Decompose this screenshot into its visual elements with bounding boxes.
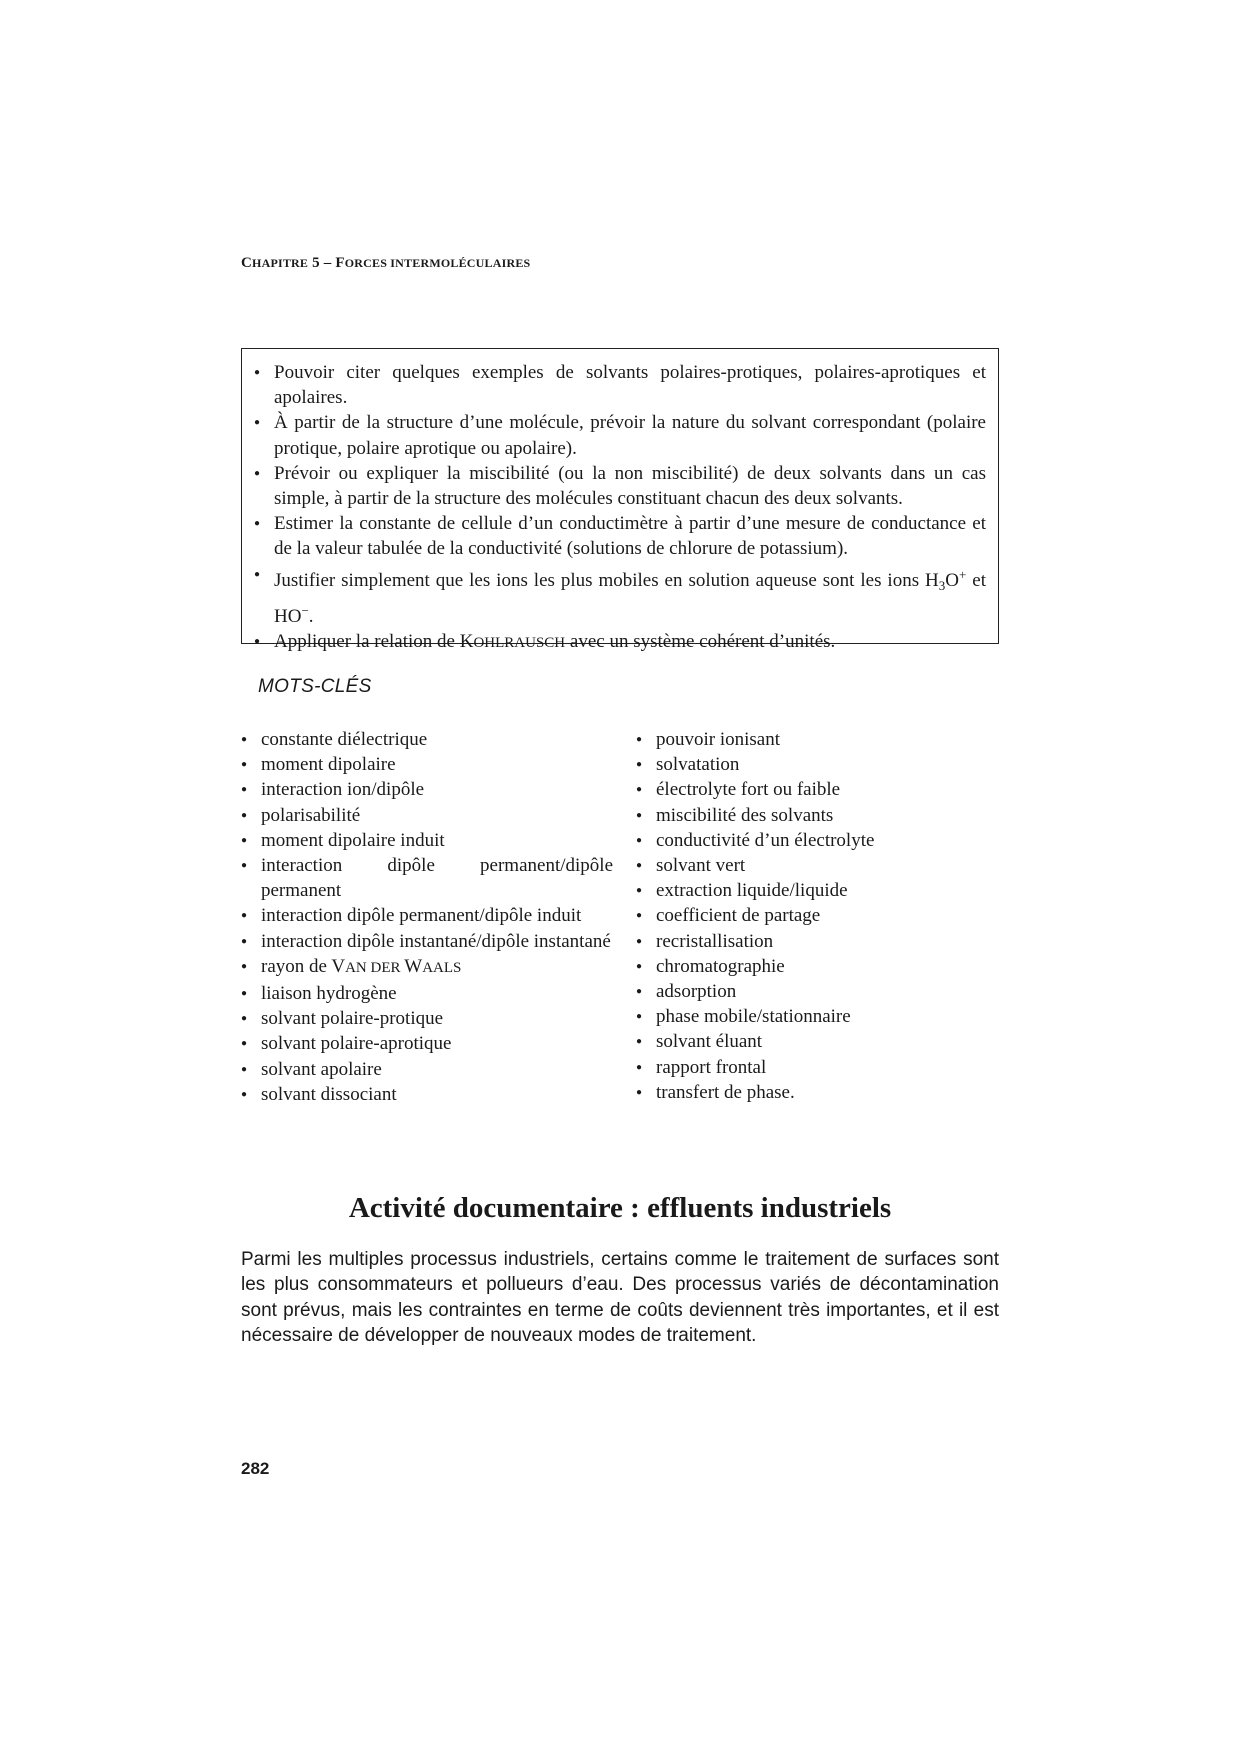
kohlrausch-text-after: avec un système cohérent d’unités. — [565, 631, 836, 653]
keyword-item: ● solvant vert — [636, 853, 976, 878]
kohlrausch-name-rest: OHLRAUSCH — [473, 635, 566, 652]
keyword-item: ● polarisabilité — [241, 803, 613, 828]
keyword-item: ● interaction dipôle permanent/dipôle induit — [241, 903, 613, 928]
keyword-item: ● conductivité d’un électrolyte — [636, 828, 976, 853]
running-head-dash: – — [323, 255, 332, 271]
vdw-aals: AALS — [422, 959, 462, 976]
objective-item-ions — [254, 562, 986, 629]
objective-item-kohlrausch — [254, 629, 986, 656]
keyword-item: ● recristallisation — [636, 929, 976, 954]
keyword-item: ● transfert de phase. — [636, 1080, 976, 1105]
keyword-item: ● solvant polaire-protique — [241, 1006, 613, 1031]
keyword-item: ● interaction dipôle permanent/dipôle permanent — [241, 853, 613, 903]
keyword-item: ● solvant polaire-aprotique — [241, 1031, 613, 1056]
h3o-subscript: 3 — [938, 577, 946, 593]
ions-end: . — [308, 605, 314, 627]
keyword-item: ● constante diélectrique — [241, 727, 613, 752]
keyword-item: ● phase mobile/stationnaire — [636, 1004, 976, 1029]
keywords-right-list — [636, 727, 976, 1105]
keyword-item: ● liaison hydrogène — [241, 981, 613, 1006]
keyword-item: ● solvatation — [636, 752, 976, 777]
h3o-oxygen: O — [945, 569, 959, 591]
objectives-box — [241, 348, 999, 653]
ho-charge: − — [301, 602, 309, 618]
activity-title: Activité documentaire : effluents industriels — [348, 1192, 892, 1224]
keyword-item: ● coefficient de partage — [636, 903, 976, 928]
keyword-item: ● miscibilité des solvants — [636, 803, 976, 828]
keywords-title: MOTS-CLÉS — [258, 676, 372, 697]
ions-text: Justifier simplement que les ions les plus mobiles en solution aqueuse sont les ions H — [274, 569, 939, 591]
page-number: 282 — [241, 1459, 270, 1478]
kohlrausch-name-initial: K — [459, 631, 474, 653]
vdw-der: DER — [370, 959, 405, 976]
keyword-item: ● moment dipolaire induit — [241, 828, 613, 853]
objective-item: ● Prévoir ou expliquer la miscibilité (ou la non miscibilité) de deux solvants dans un cas simple, à partir de la structure des molécules constituant chacun des deux solvants. — [254, 461, 986, 511]
chapter-label-initial: C — [241, 255, 253, 271]
keyword-item: ● chromatographie — [636, 954, 976, 979]
keyword-item: ● moment dipolaire — [241, 752, 613, 777]
ions-conjunction: et HO — [274, 569, 986, 627]
chapter-title-rest: ORCES INTERMOLÉCULAIRES — [344, 256, 531, 270]
keyword-item: ● solvant dissociant — [241, 1082, 613, 1107]
vdw-text: rayon de — [261, 955, 332, 977]
vdw-an: AN — [345, 959, 371, 976]
keyword-item: ● adsorption — [636, 979, 976, 1004]
keyword-item: ● interaction dipôle instantané/dipôle instantané — [241, 929, 613, 954]
keyword-item-van-der-waals — [241, 954, 613, 981]
chapter-label-rest: HAPITRE — [252, 256, 309, 270]
running-head — [241, 255, 530, 272]
keyword-item: ● solvant apolaire — [241, 1057, 613, 1082]
keyword-item: ● rapport frontal — [636, 1055, 976, 1080]
kohlrausch-text-before: Appliquer la relation de — [274, 631, 460, 653]
keyword-item: ● pouvoir ionisant — [636, 727, 976, 752]
keywords-left-list — [241, 727, 613, 1107]
keyword-item: ● électrolyte fort ou faible — [636, 777, 976, 802]
vdw-initial-v: V — [331, 955, 346, 977]
chapter-title-initial: F — [335, 255, 345, 271]
h3o-charge: + — [958, 566, 967, 582]
keyword-item: ● interaction ion/dipôle — [241, 777, 613, 802]
objectives-list — [254, 360, 986, 656]
keyword-item: ● extraction liquide/liquide — [636, 878, 976, 903]
objective-item: ● Pouvoir citer quelques exemples de solvants polaires-protiques, polaires-aprotiques et apolaires. — [254, 360, 986, 410]
chapter-number: 5 — [312, 255, 320, 271]
keyword-item: ● solvant éluant — [636, 1029, 976, 1054]
objective-item: ● À partir de la structure d’une molécule, prévoir la nature du solvant correspondant (polaire protique, polaire aprotique ou apolaire). — [254, 410, 986, 460]
vdw-initial-w: W — [404, 955, 423, 977]
activity-paragraph: Parmi les multiples processus industriels, certains comme le traitement de surfaces sont les plus consommateurs et pollueurs d’eau. Des processus variés de décontamination sont prévus, mais les contraintes en terme de coûts deviennent très importantes, et il est nécessaire de développer de nouveaux modes de traitement. — [241, 1249, 999, 1347]
objective-item: ● Estimer la constante de cellule d’un conductimètre à partir d’une mesure de conductance et de la valeur tabulée de la conductivité (solutions de chlorure de potassium). — [254, 511, 986, 561]
